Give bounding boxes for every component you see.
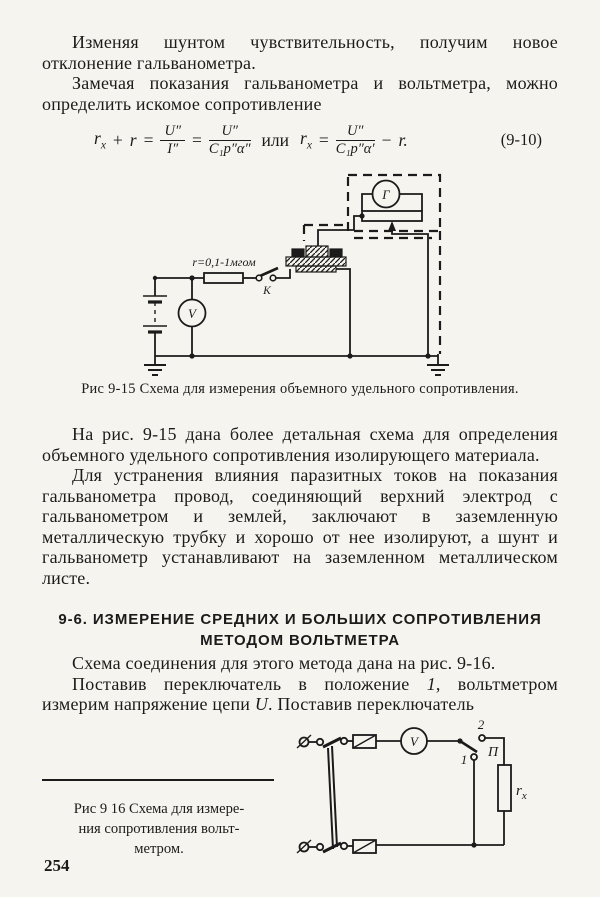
or-word: или [261,129,289,150]
intro-paragraphs [42,32,558,114]
voltmeter-label: V [410,734,418,749]
equals-sign: = [318,129,329,150]
section-heading [42,609,558,651]
equals-sign: = [143,129,154,150]
selector-switch-blade [460,741,477,752]
paragraph-4: Для устранения влияния паразитных токов на показания гальванометра провод, соединяющий верхний электрод с гальванометром и землей, заключают в заземленную металлическую трубку и хорошо от нее изолируют, а шунт и гальванометр устанавливают на заземленном металлическом листе. [42,465,558,588]
plus-sign: + [112,129,123,150]
wire [276,269,290,278]
switch-k-blade [260,268,278,276]
galvanometer-symbol [362,181,422,222]
divider-rule [42,779,274,781]
lower-paragraphs [42,653,558,715]
var-r: r [129,129,137,150]
position-2-label: 2 [477,717,485,732]
switch-contact [317,739,323,745]
fraction-3: $\frac{U''}{\text{C₁p″α′}}$ [335,122,375,157]
battery-symbol [143,278,167,356]
var-position-1: 1 [426,673,436,694]
shunt-resistor-symbol [362,211,422,221]
switch-contact [341,738,347,744]
section-heading-line1: 9-6. ИЗМЕРЕНИЕ СРЕДНИХ И БОЛЬШИХ СОПРОТИВЛЕНИЯ [58,611,542,628]
paragraph-2: Замечая показания гальванометра и вольтметра, можно определить искомое сопротивление [42,73,558,114]
minus-sign: − [381,129,392,150]
section-heading-line2: МЕТОДОМ ВОЛЬТМЕТРА [200,632,400,649]
middle-paragraphs [42,424,558,588]
figure-9-15 [140,168,570,380]
resistor-symbol [155,273,256,283]
fraction-1: $\frac{U''}{I''}$ [160,124,185,157]
formula-rhs-var: $r_x$ [300,128,312,152]
formula-9-10 [42,114,558,166]
contact-2 [479,735,485,741]
junction-dots [153,213,431,358]
knife-switch-blade [323,738,341,747]
selector-switch-label: П [488,745,499,760]
tap-wire [392,230,428,356]
var-voltage-u: U [254,694,269,714]
switch-k-label: К [263,285,271,297]
paragraph-1: Изменяя шунтом чувствительность, получим новое отклонение гальванометра. [42,32,558,73]
paragraph-5: Схема соединения для этого метода дана на рис. 9-16. [72,653,496,673]
fuse-icon [353,840,376,853]
figure-9-16-caption: Рис 9 16 Схема для измере- ния сопротивления вольт- метром. [73,801,245,857]
fraction-2: $\frac{U''}{\text{C₁p″α″}}$ [208,122,251,157]
tap-arrow-icon [388,221,396,231]
resistor-value-label: r=0,1-1мгом [192,255,256,269]
switch-gang-bar [328,746,337,849]
resistor-rx-symbol [498,765,511,811]
galvanometer-label: Г [382,187,390,202]
var-r-period: r. [398,129,408,150]
ground-icon [144,356,166,375]
rx-label: $r_x$ [516,783,527,802]
paragraph-3: На рис. 9-15 дана более детальная схема для определения объемного удельного сопротивления изолирующего материала. [42,424,558,465]
paragraph-6: Поставив переключатель в положение 1, вольтметром измерим напряжение цепи U. Поставив переключатель [42,673,558,714]
position-1-label: 1 [460,752,468,767]
fuse-icon [353,735,376,748]
switch-contact [341,843,347,849]
contact-1 [471,754,477,760]
wire [336,269,350,356]
figure-9-16 [282,716,582,878]
figure-9-15-caption: Рис 9-15 Схема для измерения объемного удельного сопротивления. [81,381,519,397]
equation-number: (9-10) [500,130,542,149]
page-number: 254 [44,856,70,875]
formula-lhs: $r_x$ [94,128,106,152]
voltmeter-label: V [188,306,196,321]
switch-k-contacts [256,275,276,281]
equals-sign: = [192,129,202,150]
switch-contact [317,844,323,850]
